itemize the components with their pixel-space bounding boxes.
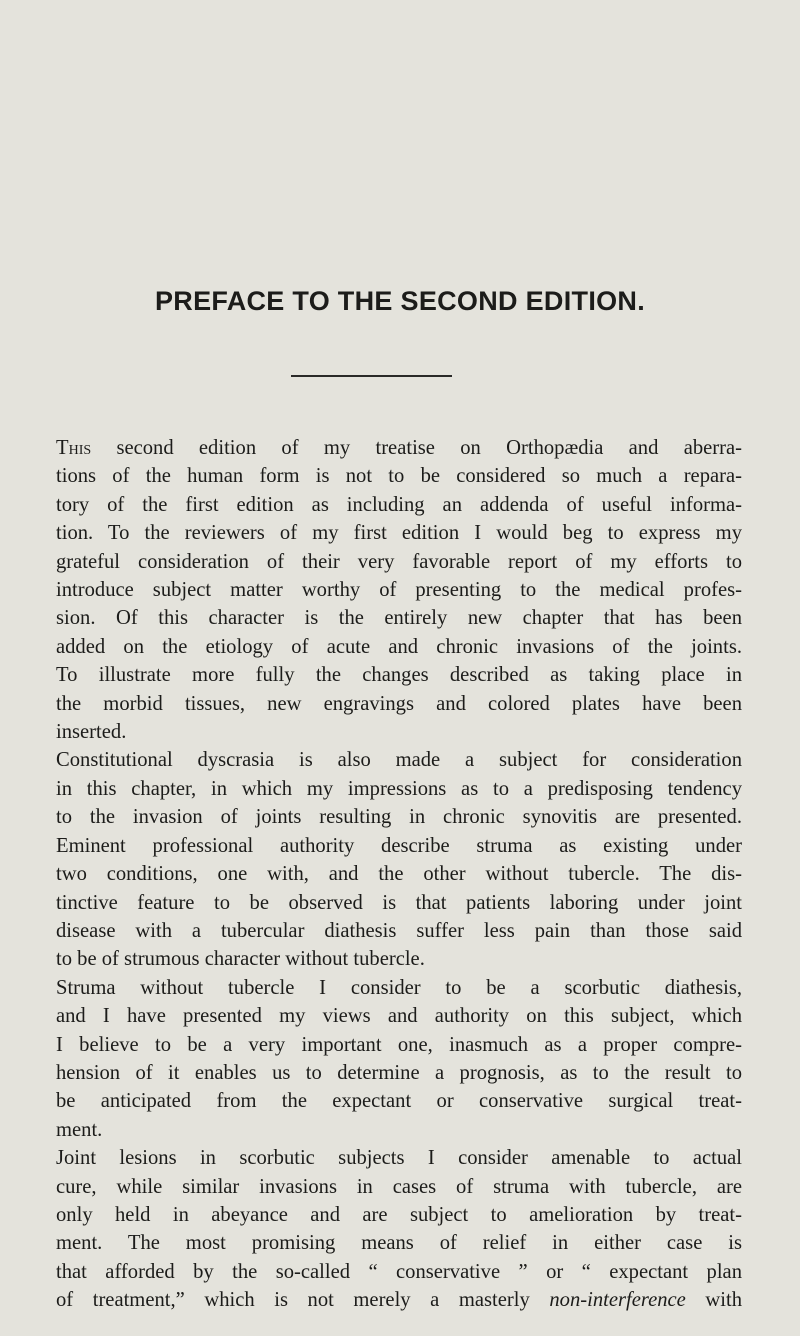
line-text: tion. To the reviewers of my first edition I would beg to express my xyxy=(56,522,742,545)
line-text: Constitutional dyscrasia is also made a subject for consideration xyxy=(56,749,742,772)
text-line xyxy=(56,832,742,860)
text-line xyxy=(56,1059,742,1087)
text-line xyxy=(56,1258,742,1286)
text-line xyxy=(56,548,742,576)
line-text: the morbid tissues, new engravings and colored plates have been xyxy=(56,692,742,715)
text-line xyxy=(56,661,742,689)
line-text: disease with a tubercular diathesis suffer less pain than those said xyxy=(56,919,742,942)
text-line xyxy=(56,917,742,945)
line-text: Struma without tubercle I consider to be a scorbutic diathesis, xyxy=(56,976,742,999)
text-line xyxy=(56,803,742,831)
line-text: ment. The most promising means of relief in either case is xyxy=(56,1232,742,1255)
line-tail: with xyxy=(685,1289,743,1312)
text-line xyxy=(56,974,742,1002)
emphasis-text: non-interference xyxy=(549,1289,686,1312)
line-text: To illustrate more fully the changes described as taking place in xyxy=(56,664,742,687)
line-text: tions of the human form is not to be considered so much a repara- xyxy=(56,465,742,488)
line-text: cure, while similar invasions in cases of struma with tubercle, are xyxy=(56,1175,742,1198)
text-line xyxy=(56,690,742,718)
line-text: in this chapter, in which my impressions as to a predisposing tendency xyxy=(56,777,742,800)
line-text: only held in abeyance and are subject to amelioration by treat- xyxy=(56,1203,742,1226)
line-text: and I have presented my views and authority on this subject, which xyxy=(56,1005,742,1028)
text-line xyxy=(56,604,742,632)
line-text: introduce subject matter worthy of presenting to the medical profes- xyxy=(56,579,742,602)
line-text: ment. xyxy=(56,1118,103,1141)
line-text: be anticipated from the expectant or conservative surgical treat- xyxy=(56,1090,742,1113)
text-line xyxy=(56,860,742,888)
line-text: hension of it enables us to determine a prognosis, as to the result to xyxy=(56,1061,742,1084)
text-line xyxy=(56,1002,742,1030)
text-line xyxy=(56,889,742,917)
text-line xyxy=(56,718,742,746)
line-text: grateful consideration of their very favorable report of my efforts to xyxy=(56,550,742,573)
text-line xyxy=(56,1144,742,1172)
line-text: second edition of my treatise on Orthopædia and aberra- xyxy=(91,437,742,459)
text-line xyxy=(56,434,742,462)
line-text: of treatment,” which is not merely a masterly xyxy=(56,1289,550,1312)
line-text: Joint lesions in scorbutic subjects I consider amenable to actual xyxy=(56,1147,742,1170)
text-line xyxy=(56,519,742,547)
text-line xyxy=(56,746,742,774)
line-text: two conditions, one with, and the other without tubercle. The dis- xyxy=(56,863,742,886)
line-text: tory of the first edition as including an addenda of useful informa- xyxy=(56,493,742,516)
text-line xyxy=(56,491,742,519)
line-text: to the invasion of joints resulting in chronic synovitis are presented. xyxy=(56,806,742,829)
line-text: that afforded by the so-called “ conservative ” or “ expectant plan xyxy=(56,1260,742,1283)
line-text: I believe to be a very important one, inasmuch as a proper compre- xyxy=(56,1033,742,1056)
text-line xyxy=(56,1229,742,1257)
text-line xyxy=(56,576,742,604)
line-text: to be of strumous character without tubercle. xyxy=(56,948,425,971)
text-line xyxy=(56,1286,742,1314)
line-text: sion. Of this character is the entirely new chapter that has been xyxy=(56,607,742,630)
text-line xyxy=(56,1087,742,1115)
text-line xyxy=(56,1031,742,1059)
text-line xyxy=(56,462,742,490)
text-line xyxy=(56,633,742,661)
line-text: tinctive feature to be observed is that patients laboring under joint xyxy=(56,891,742,914)
text-line xyxy=(56,945,742,973)
page-title: PREFACE TO THE SECOND EDITION. xyxy=(154,286,646,316)
line-text: inserted. xyxy=(56,721,127,744)
line-text: Eminent professional authority describe struma as existing under xyxy=(56,834,742,857)
preface-body xyxy=(56,434,742,1315)
line-text: added on the etiology of acute and chronic invasions of the joints. xyxy=(56,635,742,658)
drop-word: This xyxy=(56,437,92,459)
title-rule xyxy=(291,375,452,377)
text-line xyxy=(56,775,742,803)
text-line xyxy=(56,1173,742,1201)
text-line xyxy=(56,1116,742,1144)
text-line xyxy=(56,1201,742,1229)
